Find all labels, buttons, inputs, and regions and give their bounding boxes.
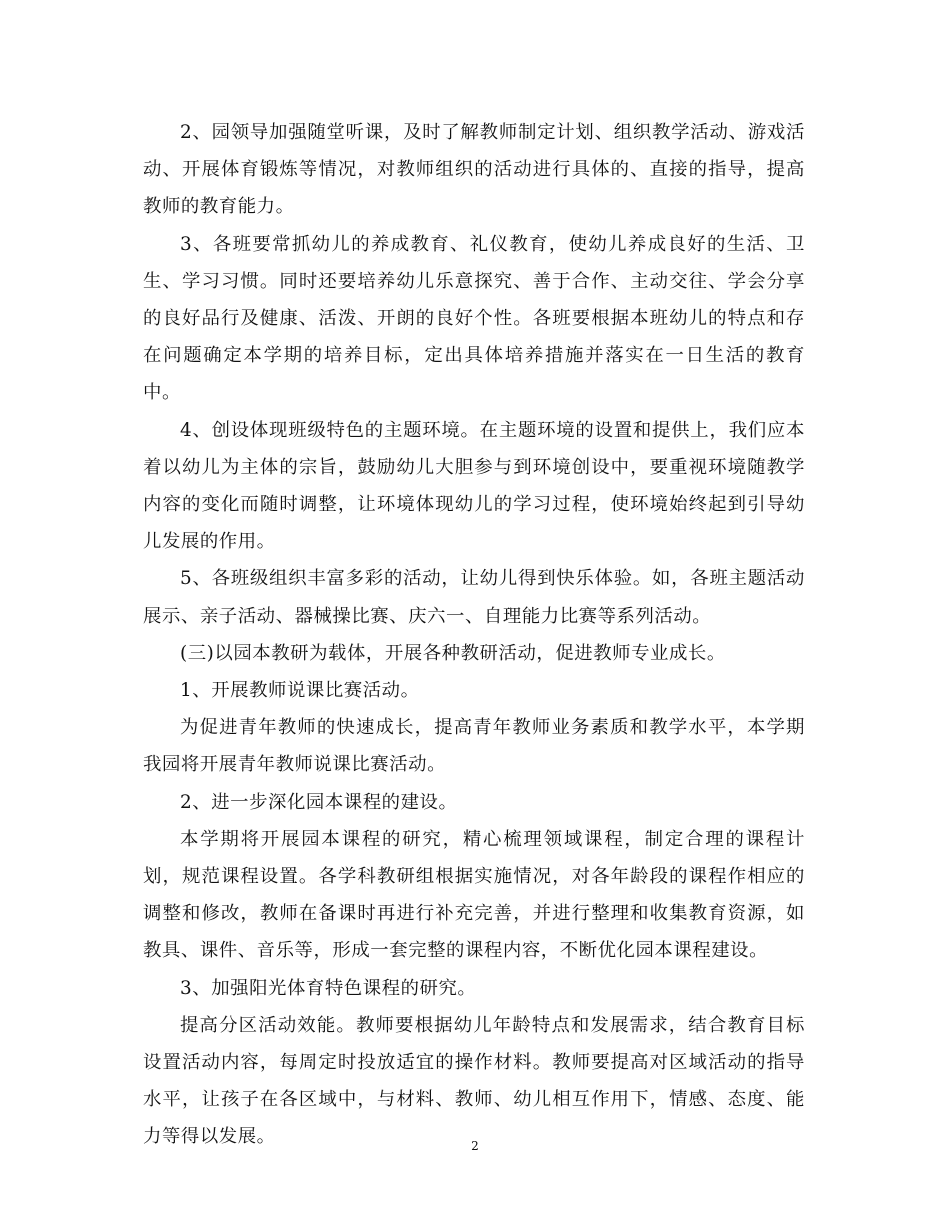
paragraph-area-activity-efficiency: 提高分区活动效能。教师要根据幼儿年龄特点和发展需求，结合教育目标设置活动内容，每周定时投放适宜的操作材料。教师要提高对区域活动的指导水平，让孩子在各区域中，与材料、教师、幼儿相互作用下，情感、态度、能力等得以发展。 (143, 1014, 805, 1148)
section-heading-teaching-research: (三)以园本教研为载体，开展各种教研活动，促进教师专业成长。 (180, 642, 726, 664)
paragraph-leadership-lesson-observation: 2、园领导加强随堂听课，及时了解教师制定计划、组织教学活动、游戏活动、开展体育锻炼等情况，对教师组织的活动进行具体的、直接的指导，提高教师的教育能力。 (143, 122, 805, 218)
paragraph-habit-education: 3、各班要常抓幼儿的养成教育、礼仪教育，使幼儿养成良好的生活、卫生、学习习惯。同时还要培养幼儿乐意探究、善于合作、主动交往、学会分享的良好品行及健康、活泼、开朗的良好个性。各班要根据本班幼儿的特点和存在问题确定本学期的培养目标，定出具体培养措施并落实在一日生活的教育中。 (143, 233, 805, 404)
subheading-lesson-presentation-contest: 1、开展教师说课比赛活动。 (180, 680, 420, 702)
document-body (143, 114, 805, 1156)
paragraph-class-activities: 5、各班级组织丰富多彩的活动，让幼儿得到快乐体验。如，各班主题活动展示、亲子活动、器械操比赛、庆六一、自理能力比赛等系列活动。 (143, 568, 805, 627)
paragraph-curriculum-research: 本学期将开展园本课程的研究，精心梳理领域课程，制定合理的课程计划，规范课程设置。各学科教研组根据实施情况，对各年龄段的课程作相应的调整和修改，教师在备课时再进行补充完善，并进行整理和收集教育资源，如教具、课件、音乐等，形成一套完整的课程内容，不断优化园本课程建设。 (143, 828, 805, 962)
paragraph-young-teacher-growth: 为促进青年教师的快速成长，提高青年教师业务素质和教学水平，本学期我园将开展青年教师说课比赛活动。 (143, 717, 805, 776)
subheading-curriculum-construction: 2、进一步深化园本课程的建设。 (180, 791, 458, 813)
paragraph-theme-environment: 4、创设体现班级特色的主题环境。在主题环境的设置和提供上，我们应本着以幼儿为主体的宗旨，鼓励幼儿大胆参与到环境创设中，要重视环境随教学内容的变化而随时调整，让环境体现幼儿的学习过程，使环境始终起到引导幼儿发展的作用。 (143, 419, 805, 553)
subheading-sunshine-sports-curriculum: 3、加强阳光体育特色课程的研究。 (180, 977, 477, 999)
page-number: 2 (471, 1139, 479, 1153)
